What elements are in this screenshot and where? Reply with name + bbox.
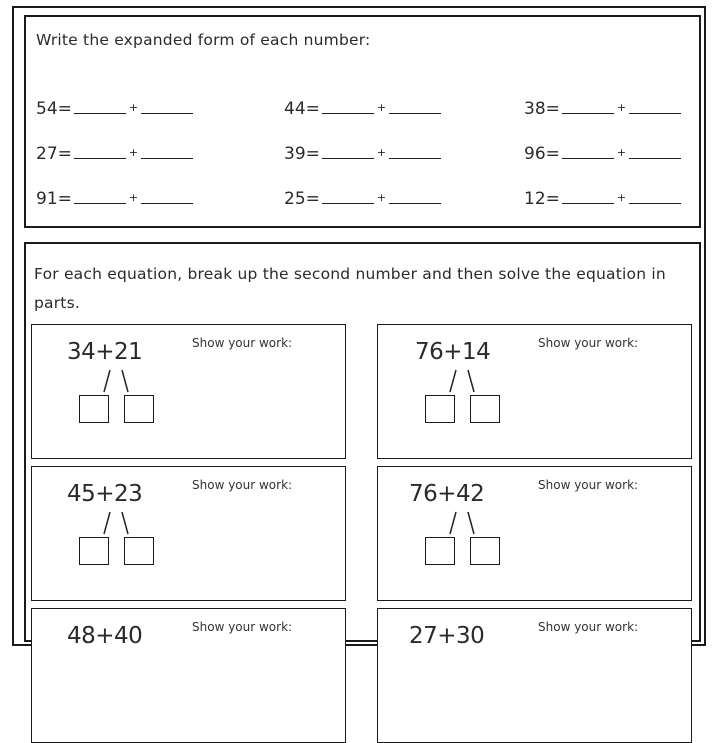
equation-text: 27+30 (409, 623, 485, 649)
break-apart-branches (444, 511, 484, 537)
expanded-item-number: 12= (524, 189, 560, 209)
answer-blank[interactable] (322, 187, 374, 204)
equation-text: 76+14 (415, 339, 491, 365)
break-apart-branches (444, 369, 484, 395)
break-apart-instruction: For each equation, break up the second number and then solve the equation in parts. (34, 265, 666, 312)
answer-blank[interactable] (629, 142, 681, 159)
expanded-item (284, 187, 443, 209)
equation-text: 48+40 (67, 623, 143, 649)
plus-sign: + (616, 146, 627, 159)
plus-sign: + (616, 191, 627, 204)
answer-blank[interactable] (629, 187, 681, 204)
expanded-form-instruction: Write the expanded form of each number: (36, 31, 371, 49)
break-apart-branches (98, 369, 138, 395)
expanded-item-number: 44= (284, 99, 320, 119)
answer-box[interactable] (470, 537, 500, 565)
expanded-form-section (24, 15, 701, 228)
answer-blank[interactable] (322, 142, 374, 159)
plus-sign: + (128, 101, 139, 114)
equation-text: 34+21 (67, 339, 143, 365)
answer-blank[interactable] (389, 187, 441, 204)
answer-box[interactable] (124, 537, 154, 565)
answer-blank[interactable] (74, 142, 126, 159)
answer-blank[interactable] (74, 187, 126, 204)
expanded-item (36, 187, 195, 209)
expanded-item (524, 142, 683, 164)
plus-sign: + (616, 101, 627, 114)
answer-box[interactable] (79, 395, 109, 423)
answer-blank[interactable] (141, 187, 193, 204)
equation-card (377, 608, 692, 743)
answer-box[interactable] (470, 395, 500, 423)
answer-box[interactable] (124, 395, 154, 423)
expanded-item (36, 97, 195, 119)
answer-blank[interactable] (74, 97, 126, 114)
answer-blank[interactable] (562, 97, 614, 114)
equation-text: 45+23 (67, 481, 143, 507)
plus-sign: + (376, 191, 387, 204)
answer-blank[interactable] (141, 142, 193, 159)
plus-sign: + (376, 101, 387, 114)
expanded-item-number: 25= (284, 189, 320, 209)
equation-card (31, 324, 346, 459)
answer-blank[interactable] (389, 97, 441, 114)
show-work-label: Show your work: (538, 336, 639, 350)
answer-blank[interactable] (562, 142, 614, 159)
plus-sign: + (376, 146, 387, 159)
equation-card (31, 466, 346, 601)
plus-sign: + (128, 191, 139, 204)
show-work-label: Show your work: (192, 478, 293, 492)
answer-box[interactable] (79, 537, 109, 565)
answer-blank[interactable] (389, 142, 441, 159)
expanded-item (524, 97, 683, 119)
break-apart-branches (98, 511, 138, 537)
answer-box[interactable] (425, 537, 455, 565)
equation-card (377, 466, 692, 601)
expanded-item (284, 97, 443, 119)
expanded-item-number: 96= (524, 144, 560, 164)
expanded-item (524, 187, 683, 209)
answer-blank[interactable] (141, 97, 193, 114)
expanded-item-number: 38= (524, 99, 560, 119)
expanded-item (36, 142, 195, 164)
show-work-label: Show your work: (538, 620, 639, 634)
expanded-item-number: 91= (36, 189, 72, 209)
expanded-item-number: 54= (36, 99, 72, 119)
equation-card (31, 608, 346, 743)
equation-text: 76+42 (409, 481, 485, 507)
expanded-item (284, 142, 443, 164)
answer-blank[interactable] (322, 97, 374, 114)
show-work-label: Show your work: (192, 620, 293, 634)
answer-box[interactable] (425, 395, 455, 423)
expanded-item-number: 39= (284, 144, 320, 164)
answer-blank[interactable] (629, 97, 681, 114)
equation-card (377, 324, 692, 459)
show-work-label: Show your work: (192, 336, 293, 350)
show-work-label: Show your work: (538, 478, 639, 492)
plus-sign: + (128, 146, 139, 159)
answer-blank[interactable] (562, 187, 614, 204)
expanded-item-number: 27= (36, 144, 72, 164)
